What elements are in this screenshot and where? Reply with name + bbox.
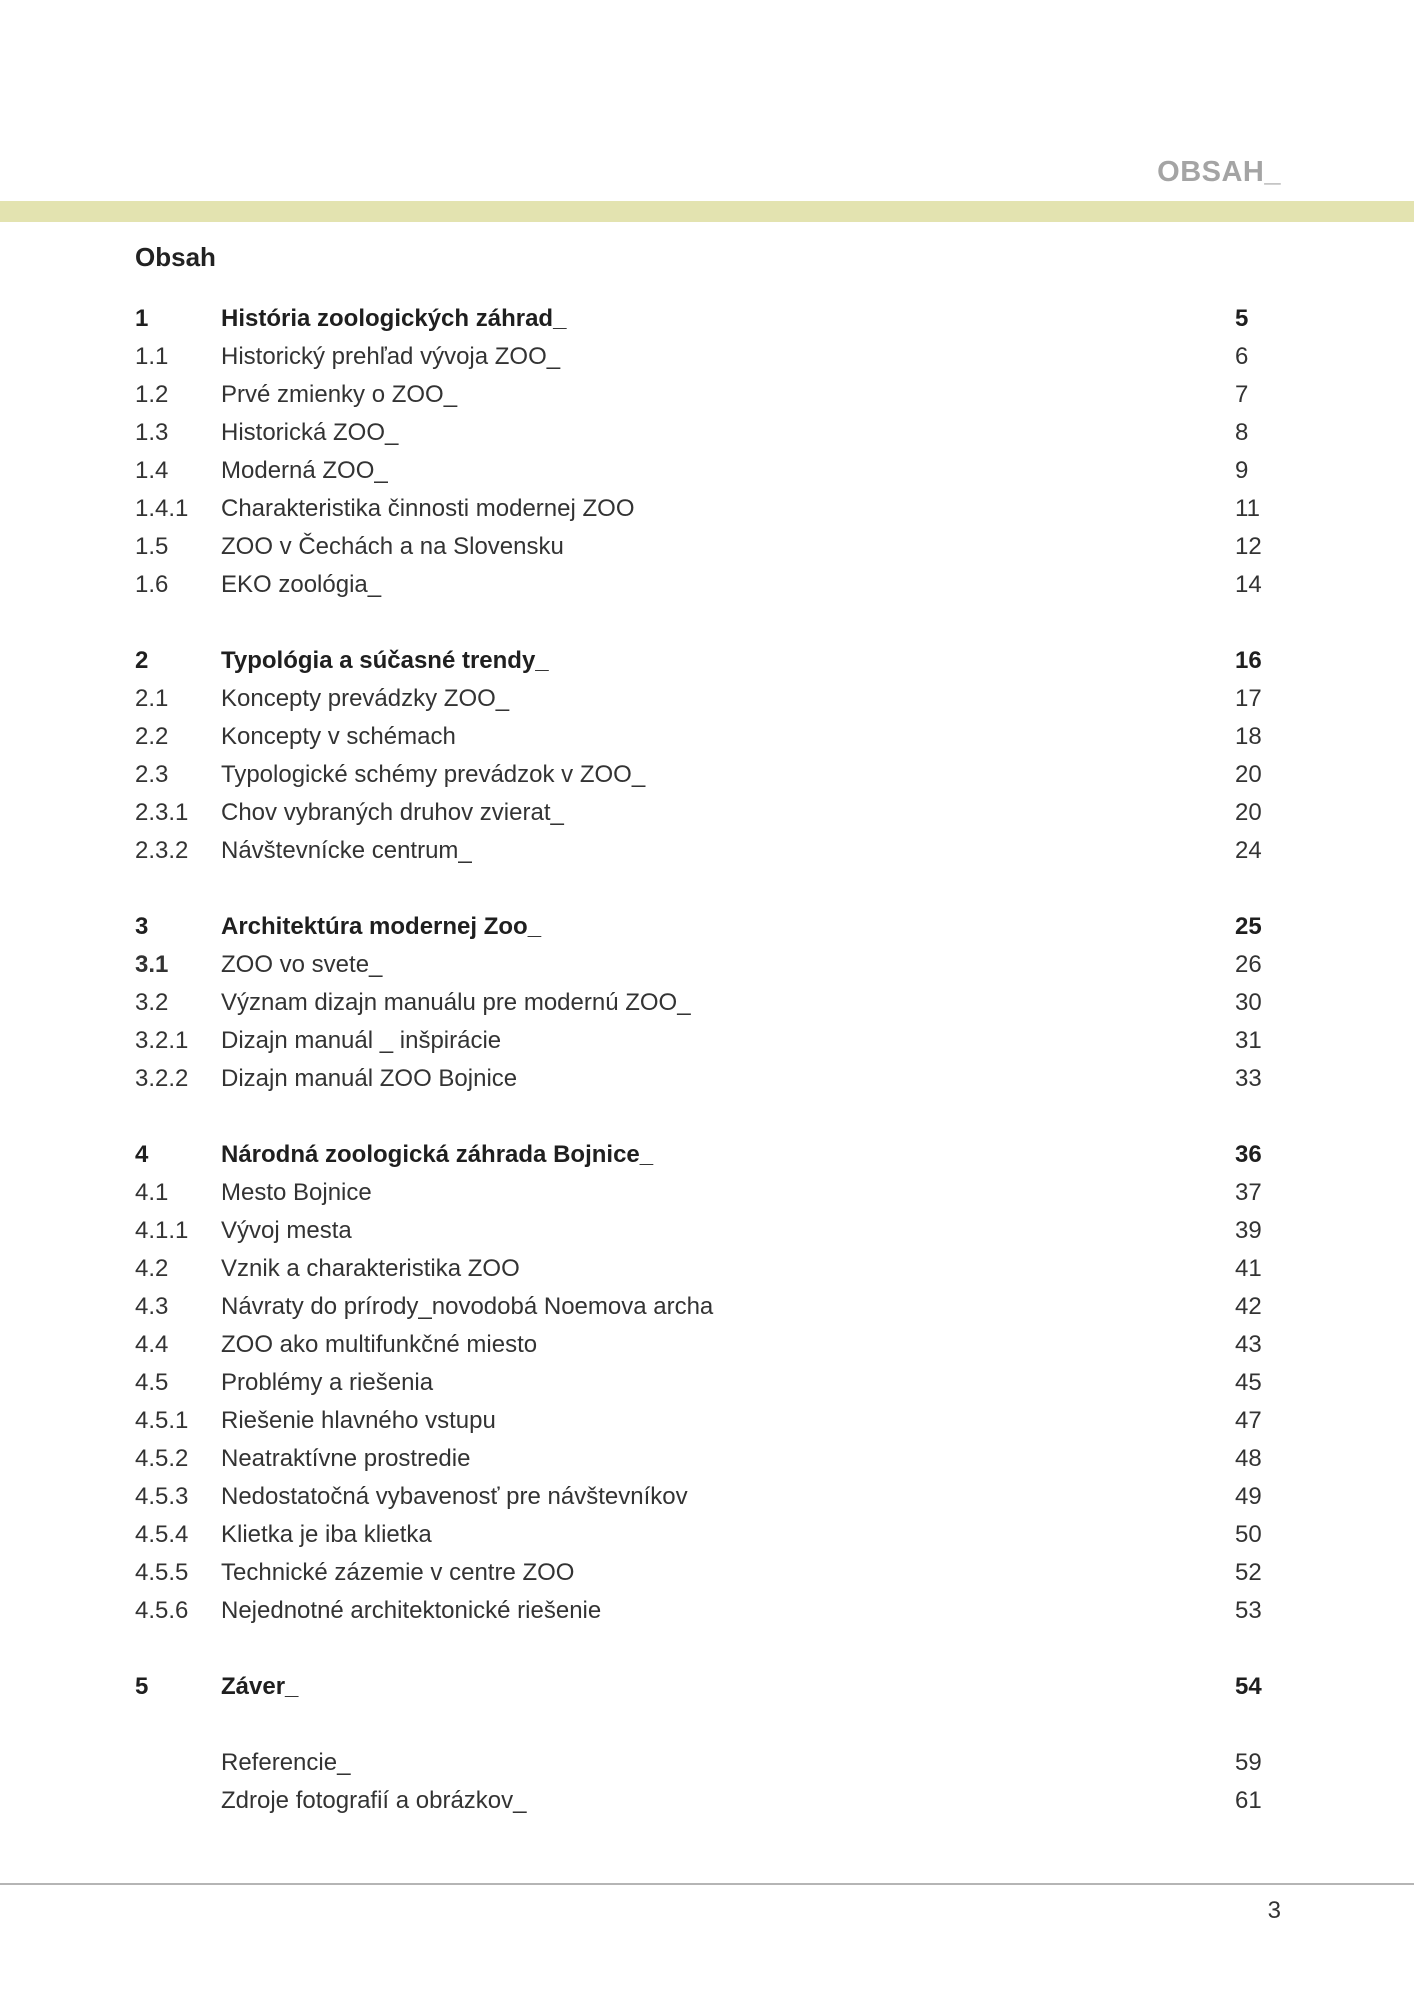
toc-entry[interactable] — [135, 1326, 1275, 1364]
toc-entry-number: 4.5.1 — [135, 1407, 189, 1434]
toc-entry-label: Architektúra modernej Zoo_ — [221, 913, 542, 940]
toc-entry[interactable] — [135, 528, 1275, 566]
toc-entry-number: 3.2 — [135, 989, 169, 1016]
toc-entry[interactable] — [135, 490, 1275, 528]
toc-entry-number: 4.5.2 — [135, 1445, 189, 1472]
toc-entry[interactable] — [135, 1592, 1275, 1630]
toc-entry-label: Prvé zmienky o ZOO_ — [221, 381, 458, 408]
toc-entry[interactable] — [135, 1744, 1275, 1782]
toc-entry-label: ZOO vo svete_ — [221, 951, 383, 978]
toc-entry[interactable] — [135, 680, 1275, 718]
toc-entry-page: 61 — [1235, 1787, 1262, 1814]
toc-entry-label: Nejednotné architektonické riešenie — [221, 1597, 602, 1624]
toc-entry[interactable] — [135, 718, 1275, 756]
toc-entry-label: Problémy a riešenia — [221, 1369, 434, 1396]
toc-entry[interactable] — [135, 642, 1275, 680]
toc-entry[interactable] — [135, 756, 1275, 794]
toc-entry-label: Návraty do prírody_novodobá Noemova archa — [221, 1293, 714, 1320]
toc-entry-page: 11 — [1235, 495, 1260, 522]
toc-entry-number: 4.1.1 — [135, 1217, 189, 1244]
header-band — [0, 201, 1414, 222]
toc-entry-number: 2.3.2 — [135, 837, 189, 864]
toc-entry[interactable] — [135, 1516, 1275, 1554]
table-of-contents — [135, 300, 1275, 1820]
toc-entry-number: 4.5.6 — [135, 1597, 189, 1624]
toc-entry-label: Typológia a súčasné trendy_ — [221, 647, 549, 674]
toc-entry[interactable] — [135, 1402, 1275, 1440]
toc-entry-page: 31 — [1235, 1027, 1262, 1054]
toc-entry-label: Referencie_ — [221, 1749, 351, 1776]
toc-entry-label: Dizajn manuál ZOO Bojnice — [221, 1065, 518, 1092]
toc-entry-number: 4.4 — [135, 1331, 169, 1358]
toc-entry-page: 20 — [1235, 799, 1262, 826]
toc-entry[interactable] — [135, 1364, 1275, 1402]
toc-entry-label: História zoologických záhrad_ — [221, 305, 567, 332]
toc-entry-page: 59 — [1235, 1749, 1262, 1776]
toc-entry-label: Historická ZOO_ — [221, 419, 399, 446]
toc-entry-page: 47 — [1235, 1407, 1262, 1434]
toc-entry-page: 30 — [1235, 989, 1262, 1016]
toc-entry-page: 16 — [1235, 647, 1262, 674]
toc-entry[interactable] — [135, 1212, 1275, 1250]
toc-entry[interactable] — [135, 832, 1275, 870]
toc-entry[interactable] — [135, 1440, 1275, 1478]
toc-entry-page: 36 — [1235, 1141, 1262, 1168]
section-header-label: OBSAH_ — [1157, 156, 1281, 188]
toc-entry[interactable] — [135, 414, 1275, 452]
toc-entry-label: Mesto Bojnice — [221, 1179, 372, 1206]
toc-entry-number: 4 — [135, 1141, 149, 1168]
toc-entry-number: 1.2 — [135, 381, 169, 408]
toc-entry-label: Moderná ZOO_ — [221, 457, 388, 484]
toc-entry-number: 3.2.1 — [135, 1027, 189, 1054]
toc-entry-number: 1 — [135, 305, 149, 332]
toc-entry[interactable] — [135, 1782, 1275, 1820]
toc-entry-number: 1.6 — [135, 571, 169, 598]
toc-entry-number: 2.3.1 — [135, 799, 189, 826]
toc-entry-label: Technické zázemie v centre ZOO — [221, 1559, 575, 1586]
toc-entry[interactable] — [135, 908, 1275, 946]
toc-entry[interactable] — [135, 1174, 1275, 1212]
toc-entry-page: 49 — [1235, 1483, 1262, 1510]
toc-title: Obsah — [135, 242, 216, 272]
toc-entry-page: 12 — [1235, 533, 1262, 560]
toc-entry-label: Zdroje fotografií a obrázkov_ — [221, 1787, 527, 1814]
toc-entry-label: Riešenie hlavného vstupu — [221, 1407, 496, 1434]
toc-entry-page: 14 — [1235, 571, 1262, 598]
toc-entry-label: Koncepty v schémach — [221, 723, 456, 750]
toc-entry-label: Význam dizajn manuálu pre modernú ZOO_ — [221, 989, 691, 1016]
toc-entry[interactable] — [135, 376, 1275, 414]
toc-entry-number: 3.1 — [135, 951, 169, 978]
toc-entry-label: Národná zoologická záhrada Bojnice_ — [221, 1141, 654, 1168]
toc-entry-label: ZOO ako multifunkčné miesto — [221, 1331, 538, 1358]
toc-entry-number: 2.3 — [135, 761, 169, 788]
toc-entry-page: 20 — [1235, 761, 1262, 788]
toc-entry-number: 2.1 — [135, 685, 169, 712]
toc-entry[interactable] — [135, 452, 1275, 490]
toc-entry-number: 4.5 — [135, 1369, 169, 1396]
toc-entry-page: 45 — [1235, 1369, 1262, 1396]
toc-entry-number: 1.3 — [135, 419, 169, 446]
toc-entry-page: 5 — [1235, 305, 1249, 332]
page-number: 3 — [1267, 1897, 1281, 1924]
toc-entry-number: 1.5 — [135, 533, 169, 560]
toc-entry[interactable] — [135, 1478, 1275, 1516]
toc-entry-number: 4.5.4 — [135, 1521, 189, 1548]
toc-entry-number: 4.2 — [135, 1255, 169, 1282]
toc-entry-label: Neatraktívne prostredie — [221, 1445, 471, 1472]
toc-entry-number: 4.3 — [135, 1293, 169, 1320]
toc-entry-page: 9 — [1235, 457, 1249, 484]
toc-entry-page: 7 — [1235, 381, 1249, 408]
footer-rule — [0, 1883, 1414, 1885]
toc-entry-label: Koncepty prevádzky ZOO_ — [221, 685, 510, 712]
toc-entry-label: Nedostatočná vybavenosť pre návštevníkov — [221, 1483, 688, 1510]
toc-entry-label: ZOO v Čechách a na Slovensku — [221, 533, 564, 560]
toc-entry-page: 48 — [1235, 1445, 1262, 1472]
toc-entry-page: 54 — [1235, 1673, 1262, 1700]
toc-entry[interactable] — [135, 1668, 1275, 1706]
toc-entry-page: 42 — [1235, 1293, 1262, 1320]
toc-entry-page: 39 — [1235, 1217, 1262, 1244]
toc-entry-label: Klietka je iba klietka — [221, 1521, 432, 1548]
toc-entry-number: 2.2 — [135, 723, 169, 750]
toc-entry-page: 8 — [1235, 419, 1249, 446]
toc-entry-page: 53 — [1235, 1597, 1262, 1624]
toc-entry-number: 1.1 — [135, 343, 169, 370]
toc-entry-label: Charakteristika činnosti modernej ZOO — [221, 495, 635, 522]
toc-entry-page: 17 — [1235, 685, 1262, 712]
toc-entry-label: Historický prehľad vývoja ZOO_ — [221, 343, 561, 370]
toc-entry-page: 6 — [1235, 343, 1249, 370]
toc-entry-number: 4.5.3 — [135, 1483, 189, 1510]
toc-entry-number: 4.1 — [135, 1179, 169, 1206]
toc-entry[interactable] — [135, 338, 1275, 376]
toc-entry-label: Návštevnícke centrum_ — [221, 837, 472, 864]
toc-entry[interactable] — [135, 1250, 1275, 1288]
toc-entry-number: 1.4 — [135, 457, 169, 484]
toc-entry-page: 33 — [1235, 1065, 1262, 1092]
toc-entry-label: Chov vybraných druhov zvierat_ — [221, 799, 564, 826]
toc-entry[interactable] — [135, 300, 1275, 338]
toc-entry-page: 26 — [1235, 951, 1262, 978]
toc-entry-page: 43 — [1235, 1331, 1262, 1358]
toc-entry-number: 1.4.1 — [135, 495, 189, 522]
toc-entry[interactable] — [135, 946, 1275, 984]
toc-entry-page: 24 — [1235, 837, 1262, 864]
toc-entry-label: Dizajn manuál _ inšpirácie — [221, 1027, 502, 1054]
toc-entry[interactable] — [135, 794, 1275, 832]
toc-entry[interactable] — [135, 1136, 1275, 1174]
toc-entry-page: 25 — [1235, 913, 1262, 940]
toc-entry-number: 5 — [135, 1673, 149, 1700]
toc-entry-label: Vývoj mesta — [221, 1217, 352, 1244]
toc-entry[interactable] — [135, 566, 1275, 604]
toc-entry[interactable] — [135, 984, 1275, 1022]
toc-entry[interactable] — [135, 1060, 1275, 1098]
toc-entry-label: Vznik a charakteristika ZOO — [221, 1255, 520, 1282]
toc-entry-number: 3.2.2 — [135, 1065, 189, 1092]
toc-entry-page: 52 — [1235, 1559, 1262, 1586]
toc-entry[interactable] — [135, 1554, 1275, 1592]
toc-entry-page: 18 — [1235, 723, 1262, 750]
toc-entry-page: 50 — [1235, 1521, 1262, 1548]
toc-entry-number: 4.5.5 — [135, 1559, 189, 1586]
toc-entry[interactable] — [135, 1288, 1275, 1326]
toc-entry-page: 37 — [1235, 1179, 1262, 1206]
toc-entry-label: EKO zoológia_ — [221, 571, 382, 598]
toc-entry-number: 3 — [135, 913, 149, 940]
toc-entry[interactable] — [135, 1022, 1275, 1060]
toc-entry-label: Typologické schémy prevádzok v ZOO_ — [221, 761, 646, 788]
toc-entry-label: Záver_ — [221, 1673, 299, 1700]
toc-entry-number: 2 — [135, 647, 149, 674]
toc-entry-page: 41 — [1235, 1255, 1262, 1282]
